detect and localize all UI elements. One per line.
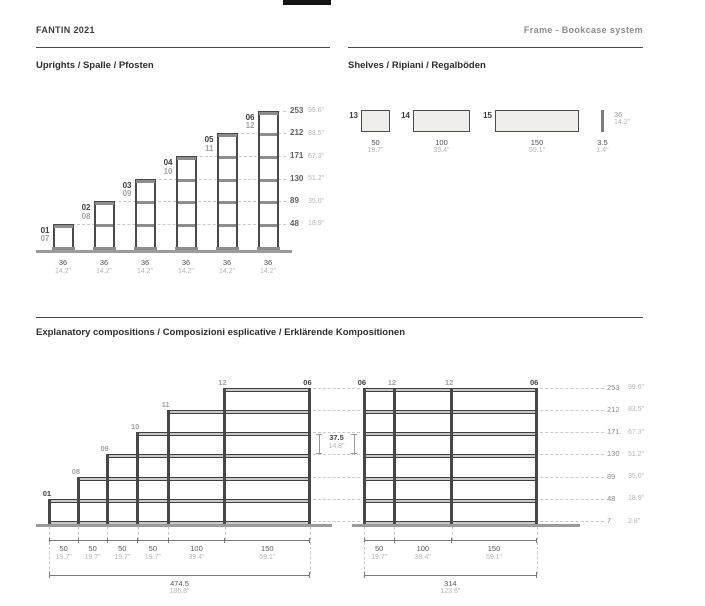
upright-shelf-divider: [260, 224, 277, 227]
total-width-cm-label: 314: [444, 578, 457, 588]
upright-top-cap: [95, 201, 114, 205]
gap-bracket-tick: [351, 434, 357, 435]
bay-dim-line: [49, 540, 310, 541]
upright-width-cm-label: 36: [181, 258, 191, 267]
bay-width-cm-label: 50: [59, 544, 68, 553]
height-scale-in-label: 51.2": [308, 175, 325, 183]
composition-gap-dash: [313, 410, 360, 411]
gap-bracket-line: [319, 435, 320, 454]
upright-width-in-label: 14.2": [259, 267, 277, 275]
upright-width-cm-label: 36: [140, 258, 150, 267]
bay-width-in-label: 39.4": [414, 553, 431, 561]
upright-top-cap: [259, 111, 278, 115]
total-width-in-label: 123.6": [440, 588, 461, 595]
composition-upright-06: [535, 388, 538, 525]
height-scale-cm-label: 212: [290, 128, 304, 138]
shelf-width-cm-label: 50: [371, 137, 380, 147]
bay-width-in-label: 19.7": [114, 553, 131, 561]
composition-gap-dash: [313, 521, 360, 522]
upright-width-in-label: 14.2": [218, 267, 236, 275]
composition-upright-01: [48, 499, 51, 525]
shelf-width-cm-label: 100: [435, 137, 448, 147]
composition-scale-in-label: 2.8": [628, 517, 641, 525]
height-scale-cm-label: 253: [290, 105, 304, 115]
composition-gap-dash: [313, 454, 360, 455]
upright-shelf-divider: [219, 156, 236, 159]
shelves-section-title: Shelves / Ripiani / Regalböden: [348, 59, 486, 71]
upright-shelf-divider: [260, 201, 277, 204]
upright-code-label: 05: [204, 135, 214, 145]
composition-scale-in-label: 83.5": [628, 406, 645, 414]
upright-shelf-divider: [219, 224, 236, 227]
composition-scale-in-label: 99.6": [628, 384, 645, 392]
composition-scale-dash: [540, 454, 604, 455]
shelf-width-in-label: 59.1": [528, 147, 546, 154]
total-dim-line: [364, 575, 536, 576]
bay-width-cm-label: 150: [487, 544, 501, 553]
upright-alt-code-label: 12: [245, 121, 255, 131]
upright-shelf-divider: [137, 224, 154, 227]
composition-upright-code-label: 01: [42, 488, 52, 498]
compositions-section-title: Explanatory compositions / Composizioni esplicative / Erklärende Kompositionen: [36, 326, 405, 338]
composition-scale-cm-label: 212: [607, 404, 620, 414]
height-scale-cm-label: 48: [290, 218, 299, 228]
height-scale-in-label: 18.9": [308, 220, 325, 228]
upright-alt-code-label: 07: [40, 234, 50, 244]
shelf-width-cm-label: 150: [530, 137, 544, 147]
bay-width-cm-label: 50: [148, 544, 158, 553]
upright-shelf-divider: [96, 224, 113, 227]
upright-width-in-label: 14.2": [95, 267, 113, 275]
upright-width-in-label: 14.2": [54, 267, 72, 275]
gap-dim-in-label: 14.8": [328, 442, 345, 450]
shelf-14-rect: [413, 110, 470, 132]
shelf-depth-in-label: 14.2": [614, 119, 631, 126]
gap-bracket-tick: [316, 453, 322, 454]
composition-gap-dash: [313, 388, 360, 389]
dim-extension-dash: [364, 542, 365, 574]
dim-tick: [451, 538, 452, 544]
dim-tick: [49, 572, 50, 578]
composition-scale-dash: [540, 388, 604, 389]
composition-scale-dash: [540, 521, 604, 522]
composition-upright-code-label: 12: [387, 377, 397, 387]
height-scale-in-label: 67.3": [308, 152, 325, 160]
height-scale-in-label: 35.0": [308, 197, 325, 205]
composition-ground-line: [36, 524, 332, 527]
composition-shelf-line: [167, 410, 312, 414]
upright-shelf-divider: [260, 179, 277, 182]
upright-alt-code-label: 08: [81, 211, 91, 221]
upright-shelf-divider: [178, 201, 195, 204]
composition-scale-dash: [540, 432, 604, 433]
composition-scale-in-label: 51.2": [628, 450, 645, 458]
composition-gap-dash: [313, 499, 360, 500]
composition-scale-cm-label: 48: [607, 493, 616, 503]
bay-width-in-label: 19.7": [144, 553, 161, 561]
composition-scale-dash: [540, 477, 604, 478]
upright-width-cm-label: 36: [222, 258, 232, 267]
upright-top-cap: [218, 133, 237, 137]
bay-width-cm-label: 100: [190, 544, 203, 553]
upright-code-label: 06: [245, 112, 255, 122]
upright-width-cm-label: 36: [263, 258, 273, 267]
gap-dim-cm-label: 37.5: [329, 433, 344, 442]
upright-top-cap: [136, 179, 155, 183]
upright-alt-code-label: 11: [205, 143, 214, 153]
upright-width-cm-label: 36: [99, 258, 109, 267]
composition-upright-06: [363, 388, 366, 525]
upright-alt-code-label: 10: [163, 166, 173, 176]
composition-upright-code-label: 08: [71, 466, 81, 476]
upright-03-frame: [135, 179, 156, 251]
total-width-in-label: 186.8": [169, 588, 190, 595]
bay-width-cm-label: 150: [261, 544, 274, 553]
dim-tick: [107, 538, 108, 544]
shelf-thickness-cm-label: 3.5: [597, 137, 608, 147]
composition-upright-code-label: 10: [131, 422, 140, 432]
bay-width-cm-label: 100: [416, 544, 430, 553]
dim-tick: [78, 538, 79, 544]
shelf-15-rect: [495, 110, 579, 132]
shelf-thickness-bar: [601, 110, 604, 132]
composition-scale-cm-label: 253: [607, 382, 620, 392]
composition-upright-10: [136, 432, 139, 525]
product-title: Frame - Bookcase system: [523, 24, 643, 35]
upright-width-cm-label: 36: [58, 258, 68, 267]
upright-top-cap: [177, 156, 196, 160]
shelf-13-rect: [361, 110, 390, 132]
composition-upright-12: [450, 388, 453, 525]
composition-upright-code-label: 06: [303, 377, 312, 387]
composition-upright-06: [308, 388, 311, 525]
total-width-cm-label: 474.5: [170, 578, 189, 588]
shelf-width-in-label: 39.4": [433, 147, 450, 154]
dim-tick: [309, 572, 310, 578]
bay-width-cm-label: 50: [375, 544, 384, 553]
composition-scale-cm-label: 171: [607, 427, 620, 437]
height-scale-cm-label: 171: [290, 151, 304, 161]
upright-shelf-divider: [260, 133, 277, 136]
bay-width-in-label: 19.7": [371, 553, 388, 561]
upright-05-frame: [217, 133, 238, 250]
upright-shelf-divider: [137, 201, 154, 204]
gap-bracket-tick: [351, 453, 357, 454]
height-scale-cm-label: 130: [290, 173, 304, 183]
dim-tick: [137, 538, 138, 544]
dim-tick: [394, 538, 395, 544]
composition-upright-08: [77, 477, 80, 525]
dim-extension-dash: [310, 542, 311, 574]
composition-scale-dash: [540, 410, 604, 411]
total-dim-line: [49, 575, 310, 576]
shelf-thickness-in-label: 1.4": [596, 147, 609, 154]
bay-width-in-label: 19.7": [84, 553, 101, 561]
upright-code-label: 04: [163, 158, 173, 168]
upright-code-label: 01: [40, 225, 50, 235]
dim-extension-dash: [49, 542, 50, 574]
dim-extension-dash: [537, 542, 538, 574]
composition-scale-in-label: 18.9": [628, 495, 645, 503]
composition-upright-code-label: 11: [161, 399, 170, 409]
shelf-depth-cm-label: 36: [614, 109, 623, 119]
composition-scale-cm-label: 89: [607, 471, 616, 481]
uprights-ground-line: [36, 250, 292, 253]
upright-shelf-divider: [219, 179, 236, 182]
upright-shelf-divider: [260, 156, 277, 159]
bay-width-cm-label: 50: [118, 544, 127, 553]
composition-shelf-line: [77, 477, 312, 481]
bay-width-cm-label: 50: [88, 544, 97, 553]
bay-width-in-label: 39.4": [188, 553, 205, 561]
composition-scale-dash: [540, 499, 604, 500]
composition-scale-in-label: 35.0": [628, 473, 645, 481]
composition-gap-dash: [313, 477, 360, 478]
composition-upright-code-label: 12: [445, 377, 454, 387]
composition-shelf-line: [48, 499, 312, 503]
composition-upright-code-label: 06: [357, 377, 367, 387]
uprights-section-title: Uprights / Spalle / Pfosten: [36, 59, 154, 71]
height-scale-in-label: 99.6": [308, 107, 325, 115]
composition-scale-cm-label: 130: [607, 449, 620, 459]
shelf-width-in-label: 19.7": [367, 147, 384, 154]
upright-top-cap: [54, 224, 73, 228]
bay-width-in-label: 59.1": [259, 553, 276, 561]
dim-tick: [224, 538, 225, 544]
gap-bracket-line: [354, 435, 355, 454]
brand-title: FANTIN 2021: [36, 24, 95, 35]
composition-shelf-line: [223, 388, 311, 392]
composition-ground-line: [352, 524, 580, 527]
height-scale-in-label: 83.5": [308, 129, 325, 137]
dim-tick: [536, 572, 537, 578]
composition-upright-11: [167, 410, 170, 525]
bay-width-in-label: 19.7": [55, 553, 72, 561]
composition-scale-cm-label: 7: [607, 516, 612, 526]
upright-shelf-divider: [219, 201, 236, 204]
height-scale-cm-label: 89: [290, 196, 299, 206]
bay-width-in-label: 59.1": [485, 553, 503, 561]
upright-shelf-divider: [178, 179, 195, 182]
upright-code-label: 02: [81, 203, 91, 213]
upright-width-in-label: 14.2": [136, 267, 154, 275]
composition-upright-12: [393, 388, 396, 525]
composition-upright-12: [223, 388, 226, 525]
shelf-code-label: 14: [401, 111, 410, 120]
upright-shelf-divider: [178, 224, 195, 227]
upright-alt-code-label: 09: [122, 189, 132, 199]
dim-tick: [364, 572, 365, 578]
composition-upright-09: [106, 454, 109, 525]
upright-code-label: 03: [122, 180, 132, 190]
composition-upright-code-label: 12: [218, 377, 227, 387]
composition-upright-code-label: 09: [100, 444, 109, 454]
dim-tick: [168, 538, 169, 544]
shelf-code-label: 15: [483, 111, 492, 120]
composition-scale-in-label: 67.3": [628, 428, 645, 436]
composition-upright-code-label: 06: [530, 377, 539, 387]
shelf-code-label: 13: [349, 111, 358, 120]
upright-width-in-label: 14.2": [177, 267, 195, 275]
